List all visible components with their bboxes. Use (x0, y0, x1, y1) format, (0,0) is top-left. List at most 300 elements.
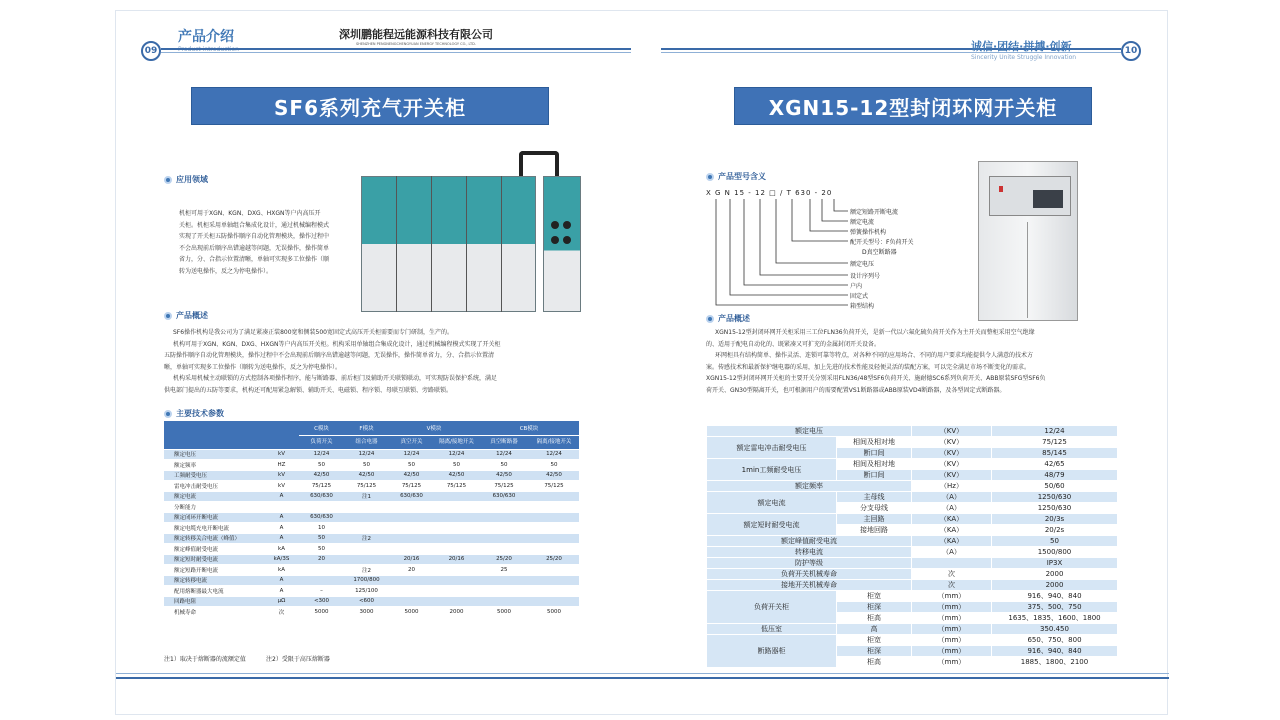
table-cell: 低压室 (707, 624, 837, 635)
overview-text-right (706, 327, 1124, 396)
text-line: 供电部门提出的五防等要求，机构还可配用紧急解锁、辅助开关、电磁锁、程序锁、母联互联锁、旁路联锁。 (164, 386, 453, 394)
text-line: 荷开关、GN30型隔离开关，也可根据用户的需要配置VS1断路器或ABB原装VD4断路器，及各型固定式断路器。 (706, 386, 1006, 394)
header-rule-left-thin (161, 52, 631, 53)
table-cell: 630/630 (299, 512, 344, 523)
table-cell (434, 596, 479, 607)
model-heading-label: 产品型号含义 (718, 172, 766, 181)
table-cell (389, 502, 434, 513)
table-cell: 主回路 (837, 514, 912, 525)
table-cell (434, 533, 479, 544)
slogan-cn: 诚信·团结·拼搏·创新 (971, 40, 1072, 53)
table-row (164, 460, 579, 471)
table-cell (389, 533, 434, 544)
table-cell: 柜高 (837, 657, 912, 668)
legend-item: 配开关型号：F负荷开关 (850, 239, 914, 246)
table-cell: 5000 (479, 607, 529, 618)
cabinet-row (361, 176, 536, 312)
table-cell: 12/24 (529, 449, 579, 460)
table-cell: 接地回路 (837, 525, 912, 536)
table-cell: 5000 (529, 607, 579, 618)
table-cell: 回路电阻 (164, 596, 264, 607)
table-row (164, 449, 579, 460)
table-header-cell: 真空断路器 (479, 435, 529, 449)
left-title-banner: SF6系列充气开关柜 (191, 87, 549, 125)
table-cell (912, 558, 992, 569)
table-cell: 相间及相对地 (837, 437, 912, 448)
bullet-icon (164, 312, 172, 320)
table-cell (434, 512, 479, 523)
table-cell (529, 512, 579, 523)
table-cell (434, 565, 479, 576)
table-cell: 42/65 (992, 459, 1118, 470)
sf6-switchgear-image (361, 151, 601, 313)
table-cell (479, 575, 529, 586)
text-line: XGN15-12型封闭环网开关柜的主要开关分别采用FLN36/48型SF6负荷开关、施耐德SC6系列负荷开关、ABB原装SFG型SF6负 (706, 375, 1046, 382)
footer-rule-thick (116, 677, 1169, 679)
table-cell: 1885、1800、2100 (992, 657, 1118, 668)
text-line: SF6操作机构是我公司为了满足紧凑正装800宽和侧装500宽固定式高压开关柜需要而专门研制，生产的。 (173, 329, 453, 336)
table-cell: 85/145 (992, 448, 1118, 459)
table-cell: 20/16 (434, 554, 479, 565)
table-cell: 125/100 (344, 586, 389, 597)
table-cell (529, 586, 579, 597)
table-row (707, 426, 1118, 437)
table-cell: kA/3S (264, 554, 299, 565)
table-cell: 630/630 (479, 491, 529, 502)
table-cell: 50 (299, 460, 344, 471)
table-header-cell: F模块 (344, 421, 389, 435)
bullet-icon (706, 315, 714, 323)
table-cell: 注1 (344, 491, 389, 502)
table-cell: 额定电流 (164, 491, 264, 502)
table-cell (529, 523, 579, 534)
table-cell: 额定雷电冲击耐受电压 (707, 437, 837, 459)
table-cell (529, 575, 579, 586)
text-line: 转为送电操作，反之为停电操作）。 (179, 267, 273, 275)
table-row (707, 569, 1118, 580)
table-cell: <300 (299, 596, 344, 607)
table-cell (434, 502, 479, 513)
table-cell: （KA） (912, 525, 992, 536)
legend-connector (834, 199, 848, 211)
table-cell: 42/50 (479, 470, 529, 481)
table-cell: 1250/630 (992, 503, 1118, 514)
text-line: 机柜可用于XGN、KGN、DXG、HXGN等户内高压开 (179, 210, 321, 217)
table-cell: 2000 (992, 569, 1118, 580)
table-cell: 75/125 (529, 481, 579, 492)
table-cell: 1635、1835、1600、1800 (992, 613, 1118, 624)
table-cell: （KV） (912, 459, 992, 470)
left-params-table (164, 421, 579, 618)
footer-rule (116, 673, 1169, 674)
table-cell (434, 523, 479, 534)
overview-heading-right (706, 313, 750, 324)
table-cell: – (299, 586, 344, 597)
table-cell: （Hz） (912, 481, 992, 492)
bullet-icon (164, 410, 172, 418)
right-title-banner: XGN15-12型封闭环网开关柜 (734, 87, 1092, 125)
table-cell: μΩ (264, 596, 299, 607)
text-line: 机构可用于XGN、KGN、DXG、HXGN等户内高压开关柜。机构采用单轴组合集成化设计，通过机械编程模式实现了开关柜 (173, 340, 501, 348)
table-cell: 48/79 (992, 470, 1118, 481)
table-cell: 630/630 (389, 491, 434, 502)
table-cell: 42/50 (434, 470, 479, 481)
table-cell (479, 523, 529, 534)
table-cell (479, 512, 529, 523)
table-header-cell: 负荷开关 (299, 435, 344, 449)
table-cell (529, 596, 579, 607)
table-cell (389, 512, 434, 523)
note-1: 注1）取决于熔断器的流额定值 (164, 656, 246, 663)
table-cell: 额定电流 (707, 492, 837, 514)
table-row (164, 512, 579, 523)
table-cell: 次 (912, 580, 992, 591)
window-icon (1033, 190, 1063, 208)
table-cell (299, 565, 344, 576)
table-cell: 10 (299, 523, 344, 534)
table-cell: （mm） (912, 635, 992, 646)
table-cell: 50 (299, 533, 344, 544)
table-cell: HZ (264, 460, 299, 471)
table-cell: 75/125 (389, 481, 434, 492)
table-cell: 20/2s (992, 525, 1118, 536)
table-cell: 注2 (344, 565, 389, 576)
table-cell (529, 533, 579, 544)
company-name (326, 26, 506, 46)
table-cell: 12/24 (344, 449, 389, 460)
table-cell: 1700/800 (344, 575, 389, 586)
table-cell (389, 596, 434, 607)
legend-connector (792, 199, 848, 241)
table-cell: 630/630 (299, 491, 344, 502)
table-header-cell: C模块 (299, 421, 344, 435)
table-row (707, 459, 1118, 470)
table-cell: 50 (479, 460, 529, 471)
text-line: 不会出现前后顺序出错逾越等问题，无误操作，操作简单 (179, 244, 330, 252)
table-cell (344, 502, 389, 513)
table-cell: 375、500、750 (992, 602, 1118, 613)
table-cell: 916、940、840 (992, 591, 1118, 602)
table-cell: 工频耐受电压 (164, 470, 264, 481)
table-row (164, 502, 579, 513)
table-cell: 50/60 (992, 481, 1118, 492)
table-cell (434, 575, 479, 586)
table-cell: 75/125 (344, 481, 389, 492)
table-cell: （A） (912, 492, 992, 503)
text-line: 五防操作顺序自动化管理模块，操作过程中不会出现前后顺序出错逾越等问题，无误操作，操作简单省力，分、合指示位置清 (164, 352, 495, 359)
table-cell: 20 (389, 565, 434, 576)
table-cell: 额定短时耐受电流 (164, 554, 264, 565)
text-line: 关柜。机柜采用单轴组合集成化设计，通过机械编程模式 (179, 221, 330, 229)
table-cell (479, 596, 529, 607)
text-line: 案。传感技术和最新保护继电器的采用，加上先进的技术性能及轻便灵活的装配方案，可以完全满足市场不断变化的需求。 (706, 363, 1031, 371)
table-cell: 柜宽 (837, 635, 912, 646)
table-row (707, 481, 1118, 492)
table-row (707, 624, 1118, 635)
table-cell: 断口间 (837, 470, 912, 481)
table-cell: kA (264, 544, 299, 555)
table-row (707, 492, 1118, 503)
company-name-cn: 深圳鹏能程远能源科技有限公司 (339, 28, 493, 41)
overview-text-left (164, 327, 584, 396)
table-cell: 机械寿命 (164, 607, 264, 618)
table-cell: 额定转移电流 (164, 575, 264, 586)
table-cell: 转移电流 (707, 547, 912, 558)
text-line: 实现了开关柜五防操作顺序自动化管理模块，操作过程中 (179, 233, 330, 240)
table-cell: 注2 (344, 533, 389, 544)
table-row (164, 544, 579, 555)
overview-heading-label: 产品概述 (718, 314, 750, 323)
legend-item: 额定电流 (850, 219, 875, 226)
params-heading (164, 408, 224, 419)
table-header-row (164, 421, 579, 435)
table-cell: 50 (299, 544, 344, 555)
table-cell (264, 502, 299, 513)
table-cell: A (264, 575, 299, 586)
table-cell: 42/50 (529, 470, 579, 481)
table-cell: 42/50 (299, 470, 344, 481)
bullet-icon (706, 173, 714, 181)
text-line: 的、适用于配电自动化的、既紧凑又可扩充的金属封闭开关设备。 (706, 340, 881, 348)
company-name-en: SHENZHEN PENGNENGCHENGYUAN ENERGY TECHNOLOGY CO., LTD. (356, 42, 476, 46)
table-cell (529, 565, 579, 576)
table-cell (434, 491, 479, 502)
table-header-cell: CB模块 (479, 421, 579, 435)
table-cell: 75/125 (299, 481, 344, 492)
table-cell: 次 (912, 569, 992, 580)
table-cell: 额定短时耐受电流 (707, 514, 837, 536)
legend-connector (730, 199, 848, 295)
table-cell: （mm） (912, 624, 992, 635)
table-row (164, 481, 579, 492)
table-cell: 25/20 (479, 554, 529, 565)
table-header-cell: 隔离/接地开关 (434, 435, 479, 449)
table-cell: 1500/800 (992, 547, 1118, 558)
table-cell: 防护等级 (707, 558, 912, 569)
table-cell: 42/50 (344, 470, 389, 481)
table-row (164, 533, 579, 544)
table-cell: 75/125 (479, 481, 529, 492)
table-row (164, 470, 579, 481)
table-cell (389, 523, 434, 534)
table-cell: kV (264, 449, 299, 460)
table-cell: 2000 (434, 607, 479, 618)
legend-connector (810, 199, 848, 231)
table-cell (344, 544, 389, 555)
table-cell: <600 (344, 596, 389, 607)
table-cell: A (264, 533, 299, 544)
legend-item: 固定式 (850, 293, 869, 300)
table-cell: （KV） (912, 448, 992, 459)
table-cell (529, 544, 579, 555)
table-cell (529, 502, 579, 513)
table-cell: 650、750、800 (992, 635, 1118, 646)
table-cell (434, 586, 479, 597)
table-cell: 2000 (992, 580, 1118, 591)
table-cell: 相间及相对地 (837, 459, 912, 470)
table-cell: 分断能力 (164, 502, 264, 513)
table-cell: 额定峰值耐受电流 (707, 536, 912, 547)
table-cell: 42/50 (389, 470, 434, 481)
table-cell: （KV） (912, 470, 992, 481)
table-row (707, 580, 1118, 591)
table-cell: 额定频率 (164, 460, 264, 471)
table-row (164, 554, 579, 565)
table-cell (344, 554, 389, 565)
legend-item: 户内 (850, 283, 863, 290)
table-cell: A (264, 586, 299, 597)
right-params-table (706, 425, 1118, 668)
legend-connector (822, 199, 848, 221)
table-cell: 接地开关机械寿命 (707, 580, 912, 591)
table-cell: 75/125 (434, 481, 479, 492)
table-cell: 额定电压 (164, 449, 264, 460)
table-cell: 柜深 (837, 602, 912, 613)
table-cell: 柜深 (837, 646, 912, 657)
table-cell: 3000 (344, 607, 389, 618)
section-title-cn: 产品介绍 (178, 29, 234, 45)
table-cell: （KA） (912, 536, 992, 547)
table-cell (479, 586, 529, 597)
text-line: XGN15-12型封闭环网开关柜采用三工位FLN36负荷开关，是新一代以六氟化硫负荷开关作为主开关而整柜采用空气绝缘 (715, 329, 1035, 336)
table-cell: （mm） (912, 613, 992, 624)
table-cell: （mm） (912, 591, 992, 602)
table-cell: 12/24 (479, 449, 529, 460)
table-cell (479, 533, 529, 544)
table-cell: （A） (912, 547, 992, 558)
table-cell: kA (264, 565, 299, 576)
table-cell: （A） (912, 503, 992, 514)
table-cell: IP3X (992, 558, 1118, 569)
table-header-cell: 真空开关 (389, 435, 434, 449)
text-line: 环网柜具有结构简单、操作灵活、连锁可靠等特点，对各种不同的应用场合、不同的用户要求均能提供令人满意的技术方 (715, 352, 1034, 359)
table-header-cell (164, 421, 299, 449)
text-line: 机构采用机械主动联锁的方式控制各项操作程序，能与断路器、前后柜门及辅助开关联锁联动，可实现防误保护系统，满足 (173, 375, 498, 382)
table-header-cell: 隔离/接地开关 (529, 435, 579, 449)
note-2: 注2）受限于高压熔断器 (266, 656, 330, 663)
table-row (164, 596, 579, 607)
table-cell: （mm） (912, 646, 992, 657)
table-cell: 12/24 (992, 426, 1118, 437)
table-cell: 断路器柜 (707, 635, 837, 668)
app-heading-label: 应用领域 (176, 175, 208, 184)
table-cell: 350.450 (992, 624, 1118, 635)
legend-item: 弹簧操作机构 (850, 229, 887, 236)
legend-connector (744, 199, 848, 285)
table-cell (344, 512, 389, 523)
table-cell: kV (264, 481, 299, 492)
cabinet-single (543, 176, 581, 312)
table-cell: （KA） (912, 514, 992, 525)
table-cell (434, 544, 479, 555)
table-cell (479, 502, 529, 513)
table-cell: 额定电压 (707, 426, 912, 437)
legend-item: 设计序列号 (850, 273, 881, 280)
table-cell: 25 (479, 565, 529, 576)
table-row (707, 547, 1118, 558)
table-cell: 柜高 (837, 613, 912, 624)
table-row (707, 635, 1118, 646)
table-cell: 额定峰值耐受电流 (164, 544, 264, 555)
table-row (707, 437, 1118, 448)
table-cell: 主母线 (837, 492, 912, 503)
table-cell: 50 (992, 536, 1118, 547)
overview-heading-label: 产品概述 (176, 311, 208, 320)
brochure-spread (115, 10, 1168, 715)
table-row (707, 514, 1118, 525)
legend-connector (760, 199, 848, 275)
table-cell: 20/16 (389, 554, 434, 565)
table-cell (299, 502, 344, 513)
table-cell (389, 586, 434, 597)
table-cell: 20 (299, 554, 344, 565)
table-cell: A (264, 523, 299, 534)
table-cell: 高 (837, 624, 912, 635)
table-cell: A (264, 491, 299, 502)
table-cell: kV (264, 470, 299, 481)
legend-item: 额定电压 (850, 261, 875, 268)
model-heading (706, 171, 766, 182)
table-cell: （KV） (912, 426, 992, 437)
table-cell (389, 575, 434, 586)
table-row (164, 586, 579, 597)
table-cell: 负荷开关机械寿命 (707, 569, 912, 580)
table-cell: 50 (344, 460, 389, 471)
table-cell: （KV） (912, 437, 992, 448)
slogan (971, 38, 1076, 61)
overview-heading-left (164, 310, 208, 321)
table-cell: 额定短路开断电流 (164, 565, 264, 576)
table-cell: 916、940、840 (992, 646, 1118, 657)
app-text (179, 208, 369, 277)
table-cell: 分支母线 (837, 503, 912, 514)
params-heading-label: 主要技术参数 (176, 409, 224, 418)
table-cell: 5000 (389, 607, 434, 618)
app-heading (164, 174, 208, 185)
table-cell: 配用熔断器最大电流 (164, 586, 264, 597)
table-cell: 12/24 (389, 449, 434, 460)
table-row (707, 558, 1118, 569)
table-header-cell: V模块 (389, 421, 479, 435)
table-row (164, 523, 579, 534)
page-number-right: 10 (1121, 41, 1141, 61)
table-cell: 12/24 (299, 449, 344, 460)
table-cell: 12/24 (434, 449, 479, 460)
table-cell: （mm） (912, 657, 992, 668)
model-code-diagram (706, 199, 856, 309)
table-header-cell: 组合电器 (344, 435, 389, 449)
table-cell: 5000 (299, 607, 344, 618)
table-cell: 50 (389, 460, 434, 471)
table-row (707, 591, 1118, 602)
legend-connector (716, 199, 848, 305)
table-row (164, 491, 579, 502)
slogan-en: Sincerity Unite Struggle Innovation (971, 54, 1077, 61)
table-cell: 额定电缆充电开断电流 (164, 523, 264, 534)
table-cell (299, 575, 344, 586)
table-cell: 额定闭环开断电流 (164, 512, 264, 523)
table-cell: 1min工频耐受电压 (707, 459, 837, 481)
page-number-left: 09 (141, 41, 161, 61)
table-cell: （mm） (912, 602, 992, 613)
model-code: X G N 15 - 12 □ / T 630 - 20 (706, 189, 833, 197)
table-cell: 75/125 (992, 437, 1118, 448)
table-cell: 柜宽 (837, 591, 912, 602)
table-cell: 20/3s (992, 514, 1118, 525)
table-cell (344, 523, 389, 534)
table-cell: 雷电冲击耐受电压 (164, 481, 264, 492)
table-cell: 25/20 (529, 554, 579, 565)
